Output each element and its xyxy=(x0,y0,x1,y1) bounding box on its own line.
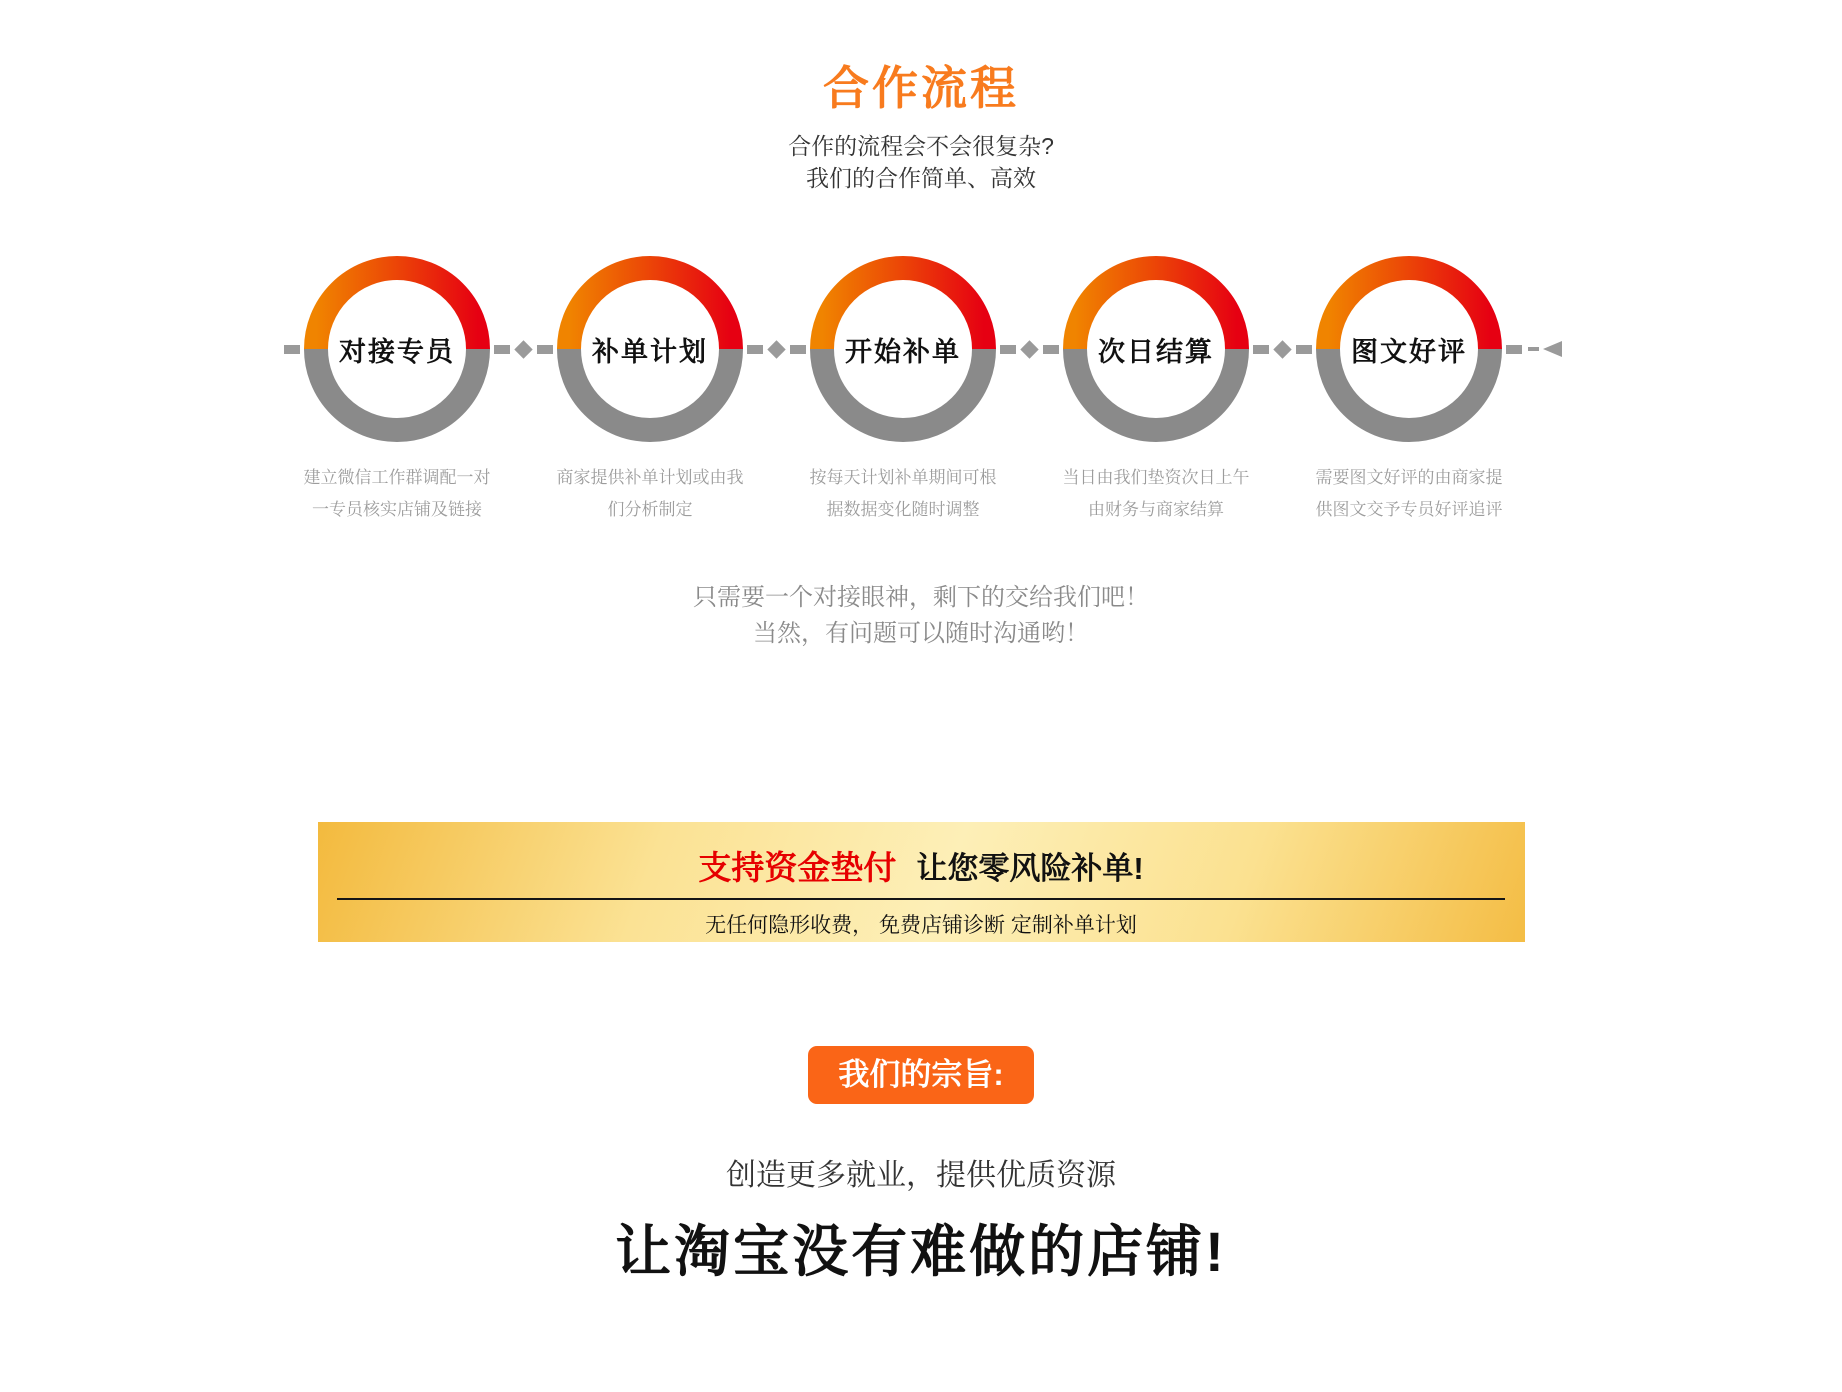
step-description xyxy=(1284,462,1534,526)
step-desc-line2: 一专员核实店铺及链接 xyxy=(312,500,482,519)
flow-step-3 xyxy=(809,256,997,519)
connector-diamond-icon xyxy=(1273,340,1291,358)
purpose-section xyxy=(0,942,1842,1288)
connector-dash xyxy=(790,345,806,354)
connector-diamond-icon xyxy=(514,340,532,358)
subtitle-line-1: 合作的流程会不会很复杂? xyxy=(788,133,1054,159)
connector-dash xyxy=(1253,345,1269,354)
step-label: 补单计划 xyxy=(592,336,708,367)
connector-dash xyxy=(1296,345,1312,354)
step-description xyxy=(525,462,775,526)
connector-dash xyxy=(284,345,300,354)
step-description xyxy=(272,462,522,526)
note-line-2: 当然，有问题可以随时沟通哟！ xyxy=(753,620,1089,647)
connector-diamond-icon xyxy=(1020,340,1038,358)
flow-step-1 xyxy=(303,256,491,519)
purpose-line-1: 创造更多就业，提供优质资源 xyxy=(726,1159,1116,1192)
purpose-badge: 我们的宗旨: xyxy=(808,1046,1033,1104)
step-desc-line2: 们分析制定 xyxy=(607,500,693,519)
promo-banner xyxy=(318,822,1525,942)
subtitle-line-2: 我们的合作简单、高效 xyxy=(806,165,1036,191)
step-desc-line1: 需要图文好评的由商家提 xyxy=(1315,468,1503,487)
page-subtitle xyxy=(0,130,1842,194)
step-desc-line2: 据数据变化随时调整 xyxy=(826,500,980,519)
note-line-1: 只需要一个对接眼神，剩下的交给我们吧！ xyxy=(693,584,1149,611)
banner-highlight-text: 支持资金垫付 xyxy=(698,849,897,886)
connector-dash xyxy=(537,345,553,354)
flow-end-arrow-icon xyxy=(1528,339,1562,359)
step-description xyxy=(1031,462,1281,526)
flow-step-2 xyxy=(556,256,744,519)
process-flow xyxy=(0,256,1842,519)
banner-title xyxy=(318,822,1525,889)
flow-note xyxy=(0,580,1842,652)
step-desc-line1: 建立微信工作群调配一对 xyxy=(303,468,491,487)
banner-title-text: 让您零风险补单! xyxy=(916,851,1144,886)
step-desc-line1: 按每天计划补单期间可根 xyxy=(809,468,997,487)
page-title: 合作流程 xyxy=(823,62,1019,114)
banner-subtitle: 无任何隐形收费， 免费店铺诊断 定制补单计划 xyxy=(705,914,1137,937)
purpose-line-2: 让淘宝没有难做的店铺! xyxy=(615,1220,1227,1283)
connector-diamond-icon xyxy=(767,340,785,358)
connector-dash xyxy=(1506,345,1522,354)
step-desc-line2: 由财务与商家结算 xyxy=(1088,500,1224,519)
flow-step-4 xyxy=(1062,256,1250,519)
banner-divider xyxy=(337,898,1505,900)
step-desc-line1: 当日由我们垫资次日上午 xyxy=(1062,468,1250,487)
step-desc-line1: 商家提供补单计划或由我 xyxy=(556,468,744,487)
connector-dash xyxy=(747,345,763,354)
connector-dash xyxy=(1043,345,1059,354)
connector-dash xyxy=(1000,345,1016,354)
step-desc-line2: 供图文交予专员好评追评 xyxy=(1315,500,1503,519)
step-description xyxy=(778,462,1028,526)
step-label: 对接专员 xyxy=(339,336,455,367)
step-label: 次日结算 xyxy=(1098,336,1214,367)
connector-dash xyxy=(494,345,510,354)
step-label: 图文好评 xyxy=(1351,336,1467,367)
step-label: 开始补单 xyxy=(845,336,961,367)
flow-step-5 xyxy=(1315,256,1503,519)
